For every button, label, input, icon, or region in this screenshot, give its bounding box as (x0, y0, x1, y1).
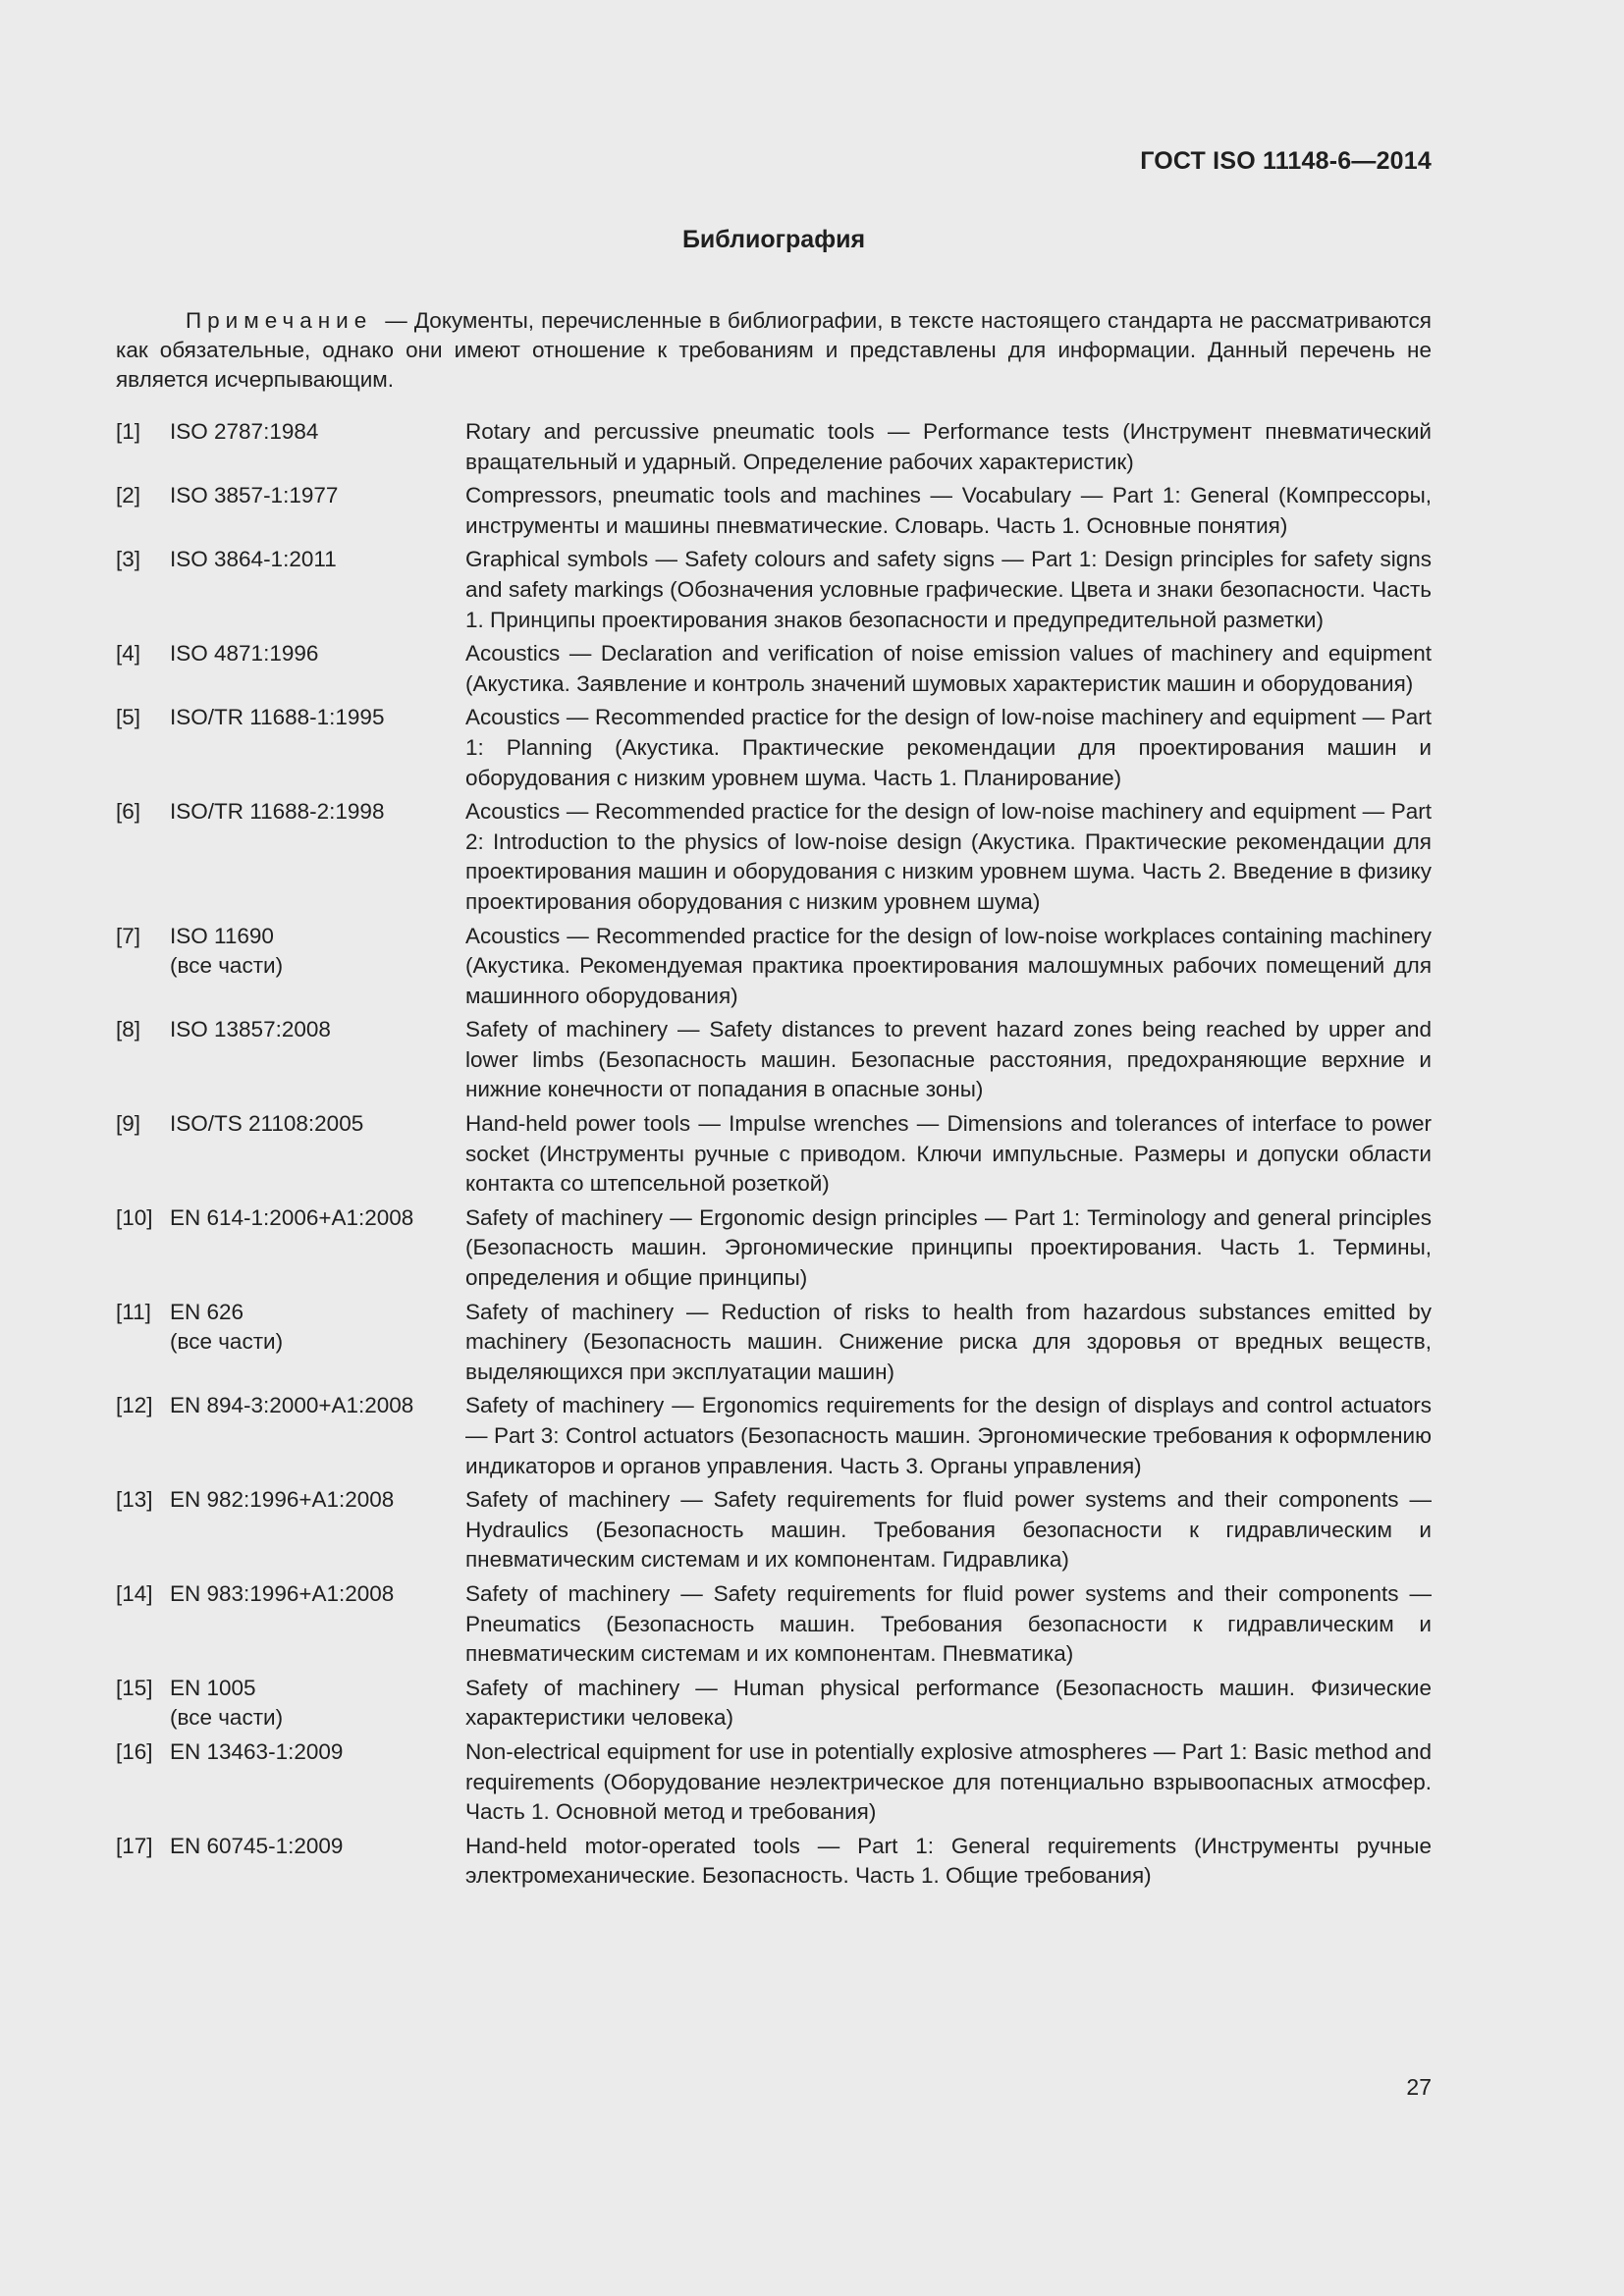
reference-description: Acoustics — Recommended practice for the design of low-noise machinery and equipment — Part 1: Planning (Акустика. Практические рекомендации для проектирования машин и оборудования с низким уровнем шума. Часть 1. Планирование) (465, 705, 1432, 790)
reference-code (170, 1109, 465, 1200)
reference-description: Hand-held motor-operated tools — Part 1: General requirements (Инструменты ручные электромеханические. Безопасность. Часть 1. Общие требования) (465, 1833, 1432, 1889)
standard-designation: ГОСТ ISO 11148-6—2014 (1140, 147, 1432, 175)
document-page (116, 0, 1432, 2296)
reference-description: Acoustics — Recommended practice for the design of low-noise workplaces containing machinery (Акустика. Рекомендуемая практика проектирования малошумных рабочих помещений для машинного оборудования) (465, 923, 1432, 1008)
reference-description: Safety of machinery — Safety requirements for fluid power systems and their components — Pneumatics (Безопасность машин. Требования безопасности к гидравлическим и пневматическим системам и их компонентам. Пневматика) (465, 1580, 1432, 1667)
reference-code-main: EN 1005 (170, 1675, 256, 1700)
reference-item (116, 1579, 1432, 1670)
reference-number: [2] (116, 483, 141, 508)
reference-description: Acoustics — Declaration and verification of noise emission values of machinery and equipment (Акустика. Заявление и контроль значений шумовых характеристик машин и оборудования) (465, 641, 1432, 696)
reference-number: [15] (116, 1675, 153, 1700)
note-label: Примечание (186, 308, 373, 333)
reference-item (116, 703, 1432, 793)
reference-description: Hand-held power tools — Impulse wrenches — Dimensions and tolerances of interface to power socket (Инструменты ручные с приводом. Ключи импульсные. Размеры и допуски области контакта со штепсельной розеткой) (465, 1111, 1432, 1197)
reference-number: [9] (116, 1111, 141, 1137)
reference-code-main: ISO 11690 (170, 923, 274, 948)
reference-code-main: ISO/TR 11688-1:1995 (170, 705, 385, 730)
reference-code-main: EN 982:1996+A1:2008 (170, 1487, 395, 1513)
reference-item (116, 1832, 1432, 1892)
reference-number: [10] (116, 1204, 153, 1230)
reference-code (170, 1298, 465, 1388)
reference-item (116, 417, 1432, 477)
reference-number: [3] (116, 547, 141, 572)
reference-description: Acoustics — Recommended practice for the design of low-noise machinery and equipment — Part 2: Introduction to the physics of low-noise design (Акустика. Практические рекомендации для проектирования машин и оборудования с низким уровнем шума. Часть 2. Введение в физику проектирования оборудования с низким уровнем шума) (465, 799, 1432, 914)
reference-number: [13] (116, 1487, 153, 1513)
reference-code-main: ISO/TR 11688-2:1998 (170, 799, 385, 825)
reference-code (170, 1579, 465, 1670)
reference-number: [8] (116, 1017, 141, 1042)
page-number: 27 (1406, 2074, 1432, 2100)
reference-item (116, 1737, 1432, 1828)
reference-code-main: EN 60745-1:2009 (170, 1833, 344, 1858)
reference-code-note: (все части) (170, 953, 284, 979)
reference-item (116, 1109, 1432, 1200)
reference-item (116, 481, 1432, 541)
reference-code (170, 922, 465, 1012)
reference-description: Safety of machinery — Ergonomic design principles — Part 1: Terminology and general principles (Безопасность машин. Эргономические принципы проектирования. Часть 1. Термины, определения и общие принципы) (465, 1204, 1432, 1291)
reference-code-note: (все части) (170, 1705, 284, 1731)
reference-code-main: EN 13463-1:2009 (170, 1738, 344, 1764)
reference-code (170, 1832, 465, 1892)
reference-number: [7] (116, 923, 141, 948)
reference-number: [1] (116, 419, 141, 444)
reference-description: Graphical symbols — Safety colours and safety signs — Part 1: Design principles for safety signs and safety markings (Обозначения условные графические. Цвета и знаки безопасности. Часть 1. Принципы проектирования знаков безопасности и предупредительной разметки) (465, 547, 1432, 632)
reference-item (116, 1485, 1432, 1575)
reference-description: Safety of machinery — Human physical performance (Безопасность машин. Физические характеристики человека) (465, 1675, 1432, 1731)
reference-code (170, 481, 465, 541)
reference-code-main: EN 614-1:2006+A1:2008 (170, 1204, 414, 1230)
reference-code-main: EN 894-3:2000+A1:2008 (170, 1393, 414, 1418)
reference-number: [14] (116, 1580, 153, 1606)
reference-code-main: EN 983:1996+A1:2008 (170, 1580, 395, 1606)
reference-code-main: ISO 3864-1:2011 (170, 547, 337, 572)
reference-description: Non-electrical equipment for use in potentially explosive atmospheres — Part 1: Basic method and requirements (Оборудование неэлектрическое для потенциально взрывоопасных атмосфер. Часть 1. Основной метод и требования) (465, 1738, 1432, 1825)
reference-code-main: ISO 13857:2008 (170, 1017, 331, 1042)
reference-code (170, 703, 465, 793)
reference-code (170, 1485, 465, 1575)
bibliography-note (116, 306, 1432, 395)
reference-description: Safety of machinery — Ergonomics requirements for the design of displays and control actuators — Part 3: Control actuators (Безопасность машин. Эргономические требования к оформлению индикаторов и органов управления. Часть 3. Органы управления) (465, 1393, 1432, 1478)
reference-list (116, 417, 1432, 1896)
reference-code-main: ISO/TS 21108:2005 (170, 1111, 364, 1137)
reference-item (116, 1391, 1432, 1481)
reference-code (170, 417, 465, 477)
reference-description: Safety of machinery — Safety distances to prevent hazard zones being reached by upper and lower limbs (Безопасность машин. Безопасные расстояния, предохраняющие верхние и нижние конечности от попадания в опасные зоны) (465, 1017, 1432, 1102)
reference-code-main: ISO 2787:1984 (170, 419, 319, 444)
reference-description: Safety of machinery — Reduction of risks to health from hazardous substances emitted by machinery (Безопасность машин. Снижение риска для здоровья от вредных веществ, выделяющихся при эксплуатации машин) (465, 1299, 1432, 1384)
reference-number: [6] (116, 799, 141, 825)
reference-number: [12] (116, 1393, 153, 1418)
reference-description: Safety of machinery — Safety requirements for fluid power systems and their components — Hydraulics (Безопасность машин. Требования безопасности к гидравлическим и пневматическим системам и их компонентам. Гидравлика) (465, 1487, 1432, 1573)
note-text: — Документы, перечисленные в библиографии, в тексте настоящего стандарта не рассматриваются как обязательные, однако они имеют отношение к требованиям и представлены для информации. Данный перечень не является исчерпывающим. (116, 308, 1432, 392)
reference-code (170, 545, 465, 635)
reference-code-main: ISO 3857-1:1977 (170, 483, 339, 508)
reference-item (116, 922, 1432, 1012)
reference-number: [5] (116, 705, 141, 730)
reference-description: Rotary and percussive pneumatic tools — Performance tests (Инструмент пневматический вращательный и ударный. Определение рабочих характеристик) (465, 419, 1432, 474)
reference-item (116, 1298, 1432, 1388)
reference-number: [17] (116, 1833, 153, 1858)
reference-number: [4] (116, 641, 141, 667)
reference-code-note: (все части) (170, 1329, 284, 1355)
reference-code (170, 1737, 465, 1828)
reference-description: Compressors, pneumatic tools and machines — Vocabulary — Part 1: General (Компрессоры, инструменты и машины пневматические. Словарь. Часть 1. Основные понятия) (465, 483, 1432, 538)
reference-item (116, 1203, 1432, 1294)
reference-code (170, 1391, 465, 1481)
page-title: Библиография (681, 226, 866, 253)
reference-item (116, 1015, 1432, 1105)
reference-item (116, 639, 1432, 699)
reference-item (116, 545, 1432, 635)
reference-item (116, 797, 1432, 917)
reference-code-main: EN 626 (170, 1299, 244, 1324)
reference-item (116, 1674, 1432, 1734)
reference-code (170, 1674, 465, 1734)
reference-number: [16] (116, 1738, 153, 1764)
reference-code (170, 1203, 465, 1294)
reference-code-main: ISO 4871:1996 (170, 641, 319, 667)
reference-code (170, 1015, 465, 1105)
reference-code (170, 639, 465, 699)
reference-code (170, 797, 465, 917)
reference-number: [11] (116, 1299, 151, 1324)
